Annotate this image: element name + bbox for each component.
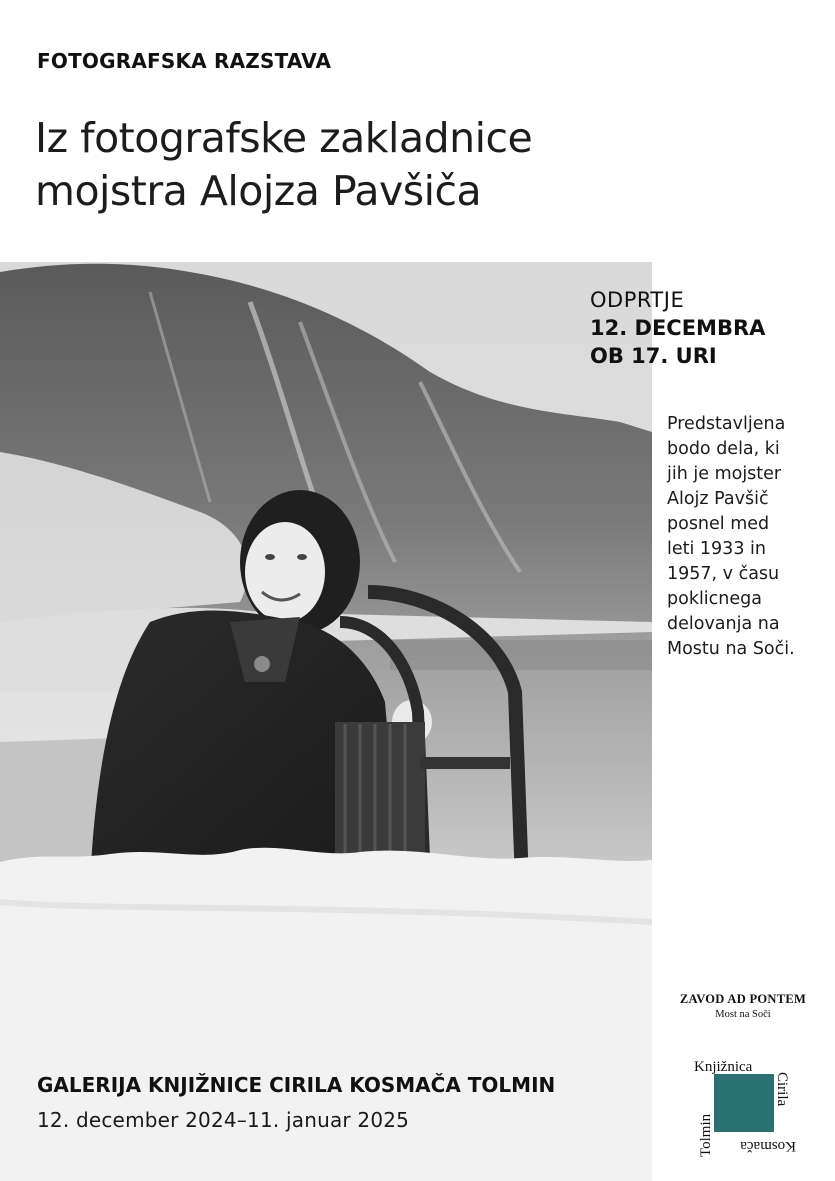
partner-place: Most na Soči — [715, 1009, 771, 1020]
opening-label: ODPRTJE — [590, 288, 685, 312]
library-logo-right: Cirila — [774, 1072, 790, 1107]
description-line: posnel med — [667, 514, 770, 534]
description-line: Alojz Pavšič — [667, 489, 769, 509]
title-line-1: Iz fotografske zakladnice — [35, 114, 533, 162]
exhibition-kicker: FOTOGRAFSKA RAZSTAVA — [37, 49, 332, 73]
description-line: Predstavljena — [667, 414, 786, 434]
opening-info — [590, 286, 765, 370]
title-line-2: mojstra Alojza Pavšiča — [35, 167, 482, 215]
page-title — [35, 112, 675, 218]
opening-time: OB 17. URI — [590, 344, 717, 368]
description-line: Mostu na Soči. — [667, 639, 795, 659]
exhibition-dates: 12. december 2024–11. januar 2025 — [37, 1108, 410, 1132]
opening-date: 12. DECEMBRA — [590, 316, 766, 340]
library-logo-bottom: Kosmača — [740, 1138, 796, 1154]
description-line: delovanja na — [667, 614, 780, 634]
library-logo-square — [714, 1074, 774, 1132]
partner-logo-ad-pontem — [668, 992, 818, 1020]
description-line: jih je mojster — [667, 464, 782, 484]
description-line: poklicnega — [667, 589, 762, 609]
description-line: leti 1933 in — [667, 539, 766, 559]
partner-name: ZAVOD AD PONTEM — [679, 992, 807, 1006]
historic-photograph — [0, 262, 652, 1181]
library-logo-left: Tolmin — [698, 1113, 714, 1157]
description-line: bodo dela, ki — [667, 439, 780, 459]
library-logo-top: Knjižnica — [694, 1059, 753, 1075]
description-line: 1957, v času — [667, 564, 780, 584]
exhibition-description — [667, 412, 827, 662]
library-logo — [684, 1052, 804, 1162]
venue-name: GALERIJA KNJIŽNICE CIRILA KOSMAČA TOLMIN — [37, 1073, 556, 1097]
